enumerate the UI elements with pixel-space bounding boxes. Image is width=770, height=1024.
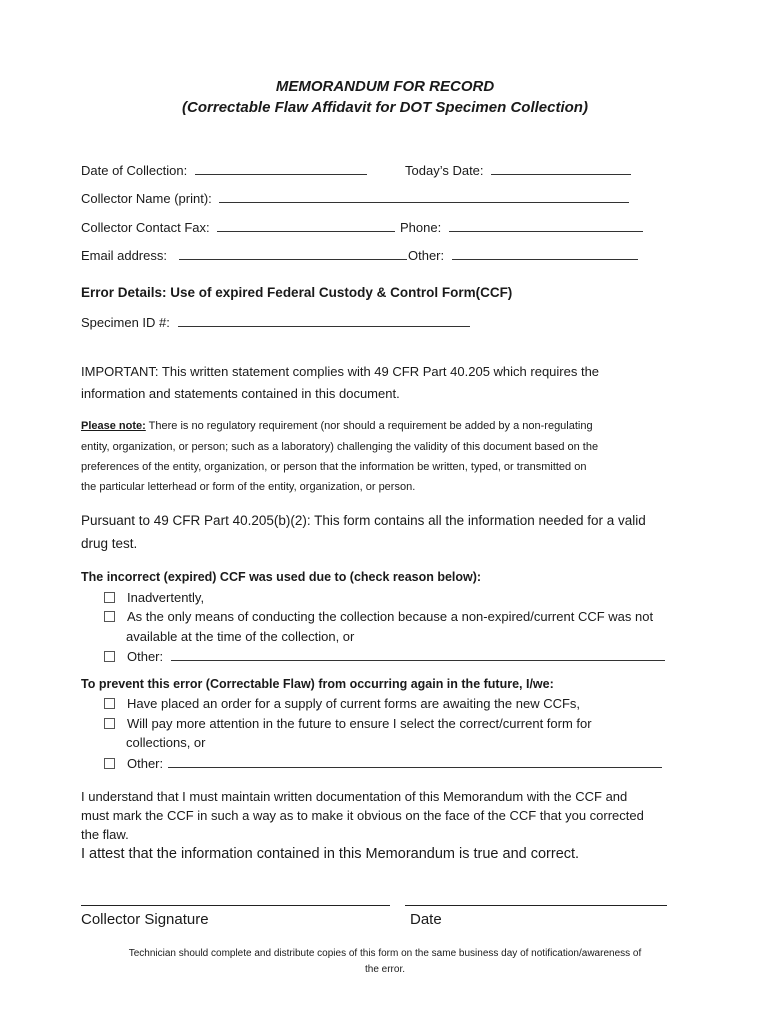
reason-other-checkbox[interactable] [104,651,115,662]
action-other-label: Other: [127,756,164,771]
reason-other-field[interactable] [171,648,665,661]
collector-name-row [81,190,629,206]
footer-line-2: the error. [364,964,406,975]
other-contact-row [408,247,638,263]
specimen-id-row [81,314,470,330]
reason-only-means [104,609,653,624]
reason-heading: The incorrect (expired) CCF was used due to (check reason below): [81,570,482,584]
action-placed-order [104,696,580,711]
reason-other [104,648,665,664]
prevent-heading: To prevent this error (Correctable Flaw) from occurring again in the future, I/we: [81,677,554,691]
reason-other-label: Other: [127,649,164,664]
reason-only-means-checkbox[interactable] [104,611,115,622]
action-placed-order-label: Have placed an order for a supply of current forms are awaiting the new CCFs, [127,696,581,711]
email-field[interactable] [179,247,407,260]
please-note-line-3: preferences of the entity, organization, or person that the information be written, typed, or transmitted on [81,461,587,473]
collector-signature-line[interactable] [81,905,390,906]
date-of-collection-field[interactable] [195,162,367,175]
attest-statement: I attest that the information contained in this Memorandum is true and correct. [81,846,580,862]
action-pay-attention-label-1: Will pay more attention in the future to ensure I select the correct/current form for [127,716,592,731]
specimen-id-field[interactable] [178,314,470,327]
date-label: Date [410,911,442,928]
todays-date-label: Today’s Date: [405,163,484,178]
email-label: Email address: [81,248,167,263]
date-of-collection-label: Date of Collection: [81,163,188,178]
action-pay-attention [104,716,592,731]
email-row [81,247,407,263]
pursuant-line-2: drug test. [81,536,138,551]
pursuant-line-1: Pursuant to 49 CFR Part 40.205(b)(2): This form contains all the information needed for a valid [81,513,646,528]
collector-name-field[interactable] [219,190,629,203]
other-contact-label: Other: [408,248,445,263]
action-other-checkbox[interactable] [104,758,115,769]
action-placed-order-checkbox[interactable] [104,698,115,709]
phone-label: Phone: [400,220,442,235]
reason-inadvertently-label: Inadvertently, [127,590,205,605]
phone-row [400,219,643,235]
action-other-field[interactable] [168,755,662,768]
memo-title: MEMORANDUM FOR RECORD [275,78,495,95]
understand-line-2: must mark the CCF in such a way as to make it obvious on the face of the CCF that you corrected [81,808,644,823]
collector-fax-field[interactable] [217,219,395,232]
important-line-1: IMPORTANT: This written statement complies with 49 CFR Part 40.205 which requires the [81,364,600,379]
date-of-collection-row [81,162,367,178]
please-note-text-1: There is no regulatory requirement (nor should a requirement be added by a non-regulating [145,420,593,432]
important-line-2: information and statements contained in this document. [81,386,400,401]
action-pay-attention-checkbox[interactable] [104,718,115,729]
todays-date-row [405,162,631,178]
collector-signature-label: Collector Signature [81,911,209,928]
collector-fax-label: Collector Contact Fax: [81,220,210,235]
please-note-line-4: the particular letterhead or form of the entity, organization, or person. [81,481,416,493]
footer-line-1: Technician should complete and distribute copies of this form on the same business day of notification/awareness of [128,948,642,959]
memo-subtitle: (Correctable Flaw Affidavit for DOT Specimen Collection) [182,99,588,116]
collector-name-label: Collector Name (print): [81,191,212,206]
other-contact-field[interactable] [452,247,638,260]
reason-only-means-label-2: available at the time of the collection, or [126,629,355,644]
reason-inadvertently [104,590,204,605]
reason-inadvertently-checkbox[interactable] [104,592,115,603]
phone-field[interactable] [449,219,643,232]
please-note-line-1 [81,420,593,432]
please-note-label: Please note: [81,420,146,432]
specimen-id-label: Specimen ID #: [81,315,170,330]
understand-line-3: the flaw. [81,827,129,842]
date-signature-line[interactable] [405,905,667,906]
action-other [104,755,662,771]
reason-only-means-label-1: As the only means of conducting the collection because a non-expired/current CCF was not [127,609,654,624]
understand-line-1: I understand that I must maintain written documentation of this Memorandum with the CCF and [81,789,628,804]
todays-date-field[interactable] [491,162,631,175]
error-details-heading: Error Details: Use of expired Federal Custody & Control Form(CCF) [81,285,513,300]
collector-fax-row [81,219,395,235]
please-note-line-2: entity, organization, or person; such as a laboratory) challenging the validity of this document based on the [81,441,599,453]
action-pay-attention-label-2: collections, or [126,735,206,750]
